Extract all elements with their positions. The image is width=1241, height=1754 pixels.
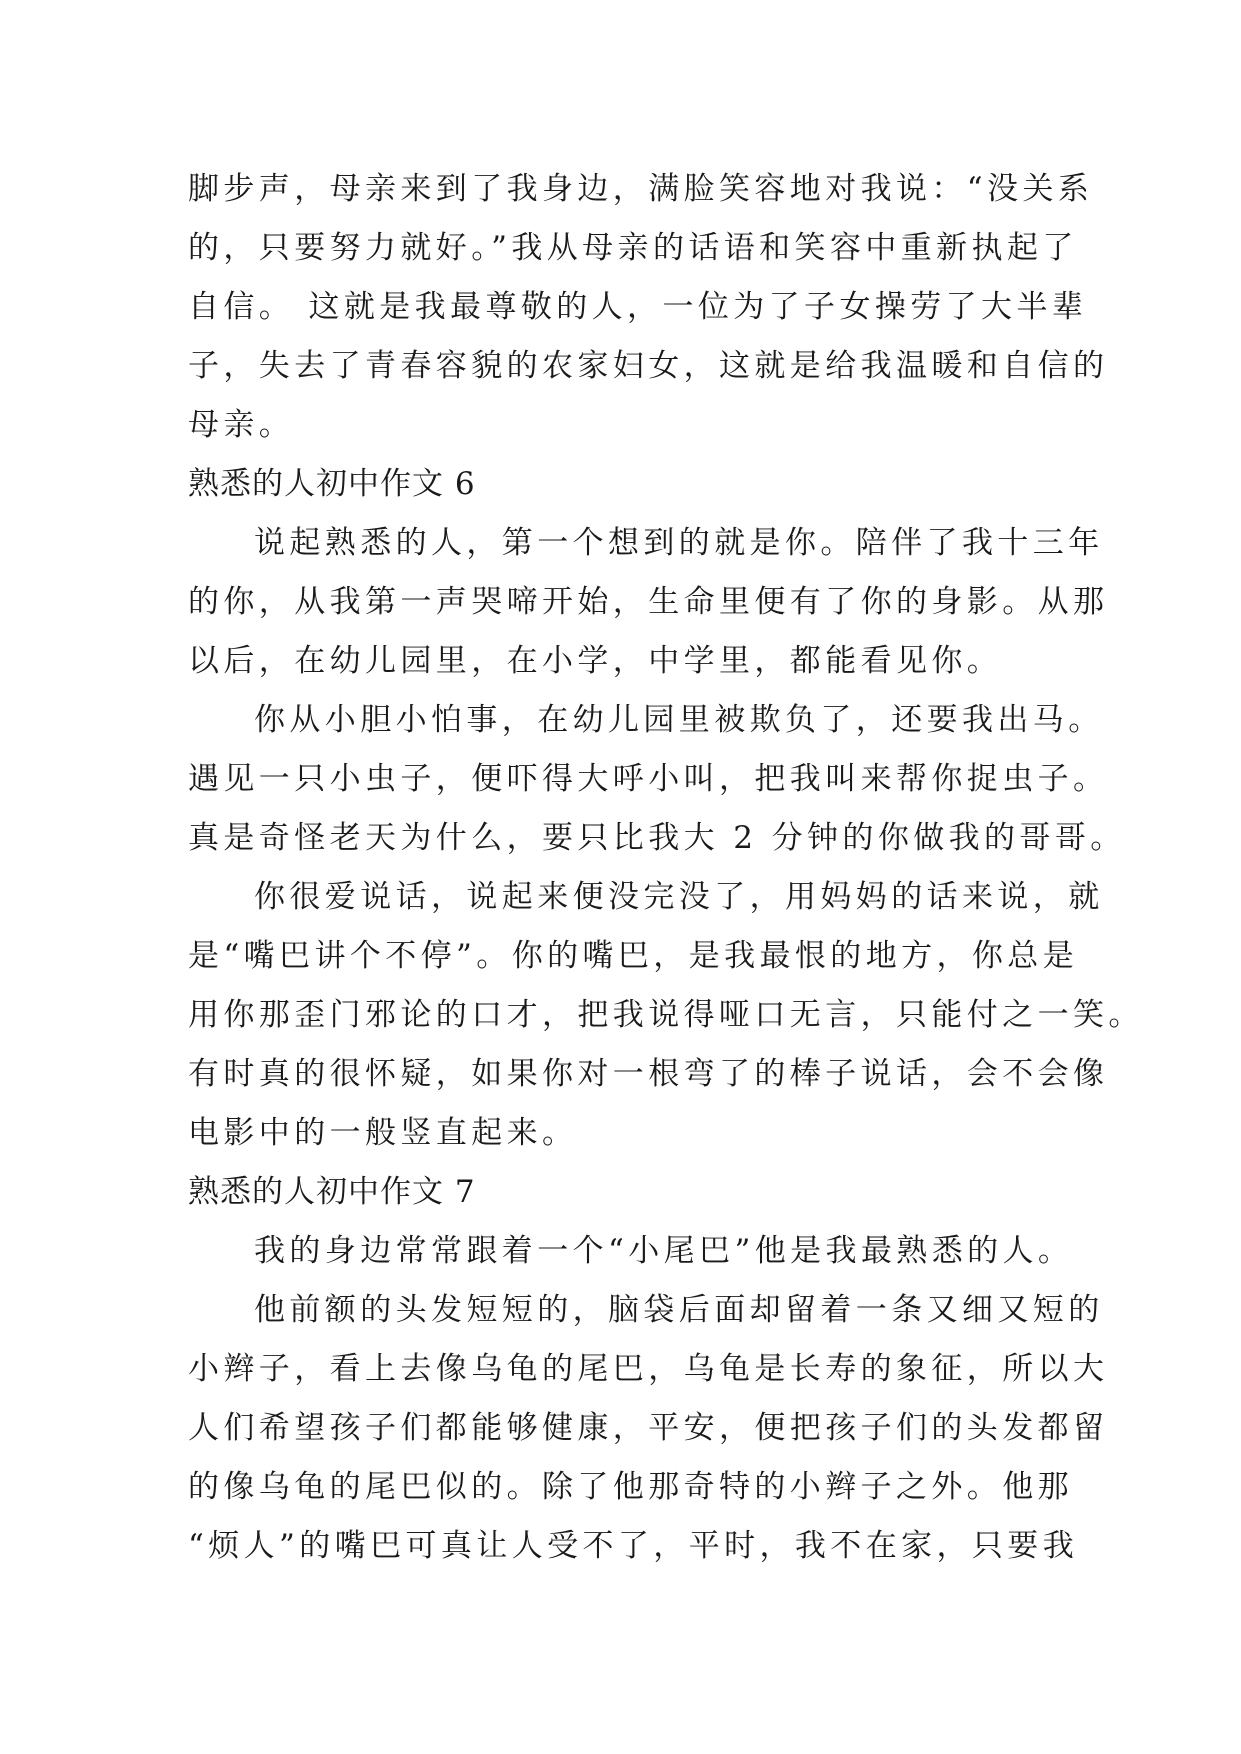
paragraph-first-line: 我的身边常常跟着一个“小尾巴”他是我最熟悉的人。 (254, 1233, 1074, 1269)
text-line: 遇见一只小虫子，便吓得大呼小叫，把我叫来帮你捉虫子。 (188, 761, 1109, 797)
paragraph-first-line: 说起熟悉的人，第一个想到的就是你。陪伴了我十三年 (254, 525, 1104, 561)
text-line: 自信。 这就是我最尊敬的人，一位为了子女操劳了大半辈 (188, 289, 1088, 325)
document-body (188, 160, 1144, 1576)
text-line: “烦人”的嘴巴可真让人受不了，平时，我不在家，只要我 (188, 1528, 1079, 1564)
text-line: 是“嘴巴讲个不停”。你的嘴巴，是我最恨的地方，你总是 (188, 938, 1079, 974)
text-line: 的，只要努力就好。”我从母亲的话语和笑容中重新执起了 (188, 230, 1078, 266)
text-line: 小辫子，看上去像乌龟的尾巴，乌龟是长寿的象征，所以大 (188, 1351, 1109, 1387)
paragraph-first-line: 你很爱说话，说起来便没完没了，用妈妈的话来说，就 (254, 879, 1104, 915)
paragraph-first-line: 他前额的头发短短的，脑袋后面却留着一条又细又短的 (254, 1292, 1104, 1328)
text-line: 脚步声，母亲来到了我身边，满脸笑容地对我说：“没关系 (188, 171, 1094, 207)
text-line: 真是奇怪老天为什么，要只比我大 2 分钟的你做我的哥哥。 (188, 820, 1126, 856)
text-line: 用你那歪门邪论的口才，把我说得哑口无言，只能付之一笑。 (188, 997, 1144, 1033)
text-line: 子，失去了青春容貌的农家妇女，这就是给我温暖和自信的 (188, 348, 1109, 384)
text-line: 的像乌龟的尾巴似的。除了他那奇特的小辫子之外。他那 (188, 1469, 1073, 1505)
paragraph-first-line: 你从小胆小怕事，在幼儿园里被欺负了，还要我出马。 (254, 702, 1104, 738)
text-line: 以后，在幼儿园里，在小学，中学里，都能看见你。 (188, 643, 1003, 679)
text-line: 人们希望孩子们都能够健康，平安，便把孩子们的头发都留 (188, 1410, 1109, 1446)
text-line: 有时真的很怀疑，如果你对一根弯了的棒子说话，会不会像 (188, 1056, 1109, 1092)
text-line: 电影中的一般竖直起来。 (188, 1115, 578, 1151)
text-line: 母亲。 (188, 407, 295, 443)
section-heading: 熟悉的人初中作文 6 (188, 466, 476, 502)
section-heading: 熟悉的人初中作文 7 (188, 1174, 476, 1210)
text-line: 的你，从我第一声哭啼开始，生命里便有了你的身影。从那 (188, 584, 1109, 620)
